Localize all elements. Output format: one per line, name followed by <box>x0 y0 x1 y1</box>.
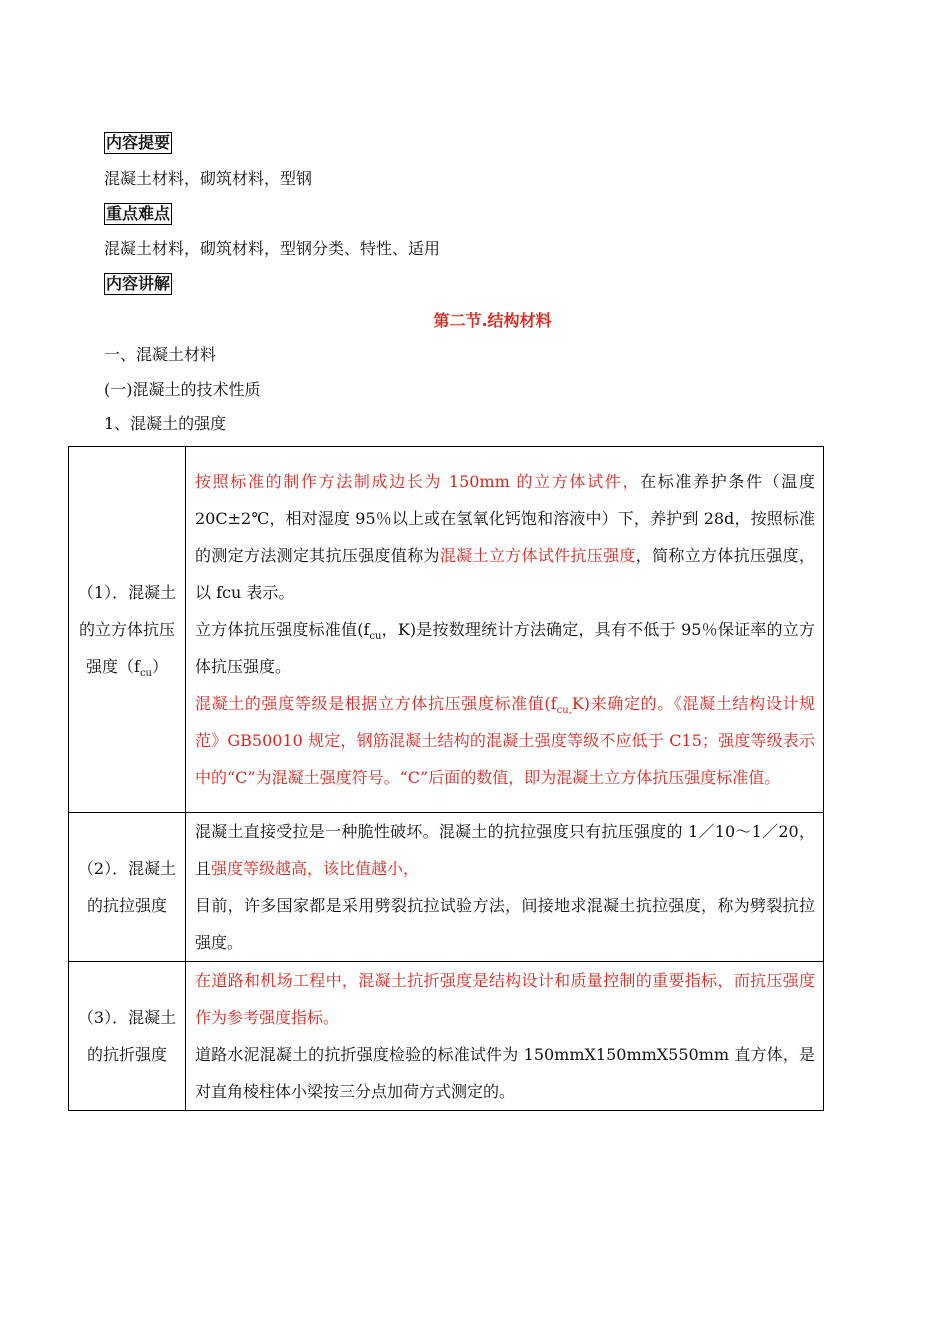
red-text: 按照标准的制作方法制成边长为 150mm 的立方体试件， <box>195 472 641 491</box>
section-title: 第二节.结构材料 <box>433 311 552 330</box>
row-head-compressive-suffix: ） <box>151 657 168 676</box>
keypoints-label: 重点难点 <box>106 204 171 223</box>
text: 混凝土直接受拉是一种脆性破坏。混凝土的抗拉强度只有抗压强度的 1／10～1／20，且 <box>195 822 815 878</box>
keypoints-text: 混凝土材料，砌筑材料，型钢分类、特性、适用 <box>104 239 441 258</box>
heading-concrete-materials: 一、混凝土材料 <box>104 345 217 364</box>
heading-strength: 1、混凝土的强度 <box>104 414 227 433</box>
paragraph-red <box>195 685 815 796</box>
text: 在标准养护条件（温度 20C±2℃，相对湿度 95％以上或在氢氧化钙饱和溶液中）下，养护到 28d，按照标准的测定方法测定其抗压强度值称为 <box>195 472 815 565</box>
text: 立方体抗压强度标准值(f <box>195 620 370 639</box>
strength-table <box>68 446 824 1111</box>
summary-text: 混凝土材料，砌筑材料，型钢 <box>104 169 313 188</box>
row-head-tensile: （2）．混凝土的抗拉强度 <box>69 813 186 962</box>
red-text: 强度等级越高，该比值越小， <box>211 859 420 878</box>
text: ，K)是按数理统计方法确定，具有不低于 95％保证率的立方体抗压强度。 <box>195 620 815 676</box>
subscript: cu <box>369 631 382 643</box>
table-row <box>69 447 824 813</box>
text: ，简称立方体抗压强度，以 fcu 表示。 <box>195 546 815 602</box>
paragraph: 目前，许多国家都是采用劈裂抗拉试验方法，间接地求混凝土抗拉强度，称为劈裂抗拉强度。 <box>195 896 815 952</box>
table-row <box>69 962 824 1111</box>
paragraph <box>195 813 815 887</box>
paragraph <box>195 611 815 685</box>
row-body-flexural <box>186 962 824 1111</box>
row-head-flexural: （3）．混凝土的抗折强度 <box>69 962 186 1111</box>
paragraph: 道路水泥混凝土的抗折强度检验的标准试件为 150mmX150mmX550mm 直方体，是对直角棱柱体小梁按三分点加荷方式测定的。 <box>195 1045 815 1101</box>
paragraph <box>195 463 815 611</box>
lecture-label: 内容讲解 <box>106 274 171 293</box>
red-text: K)来确定的。《混凝土结构设计规范》GB50010 规定，钢筋混凝土结构的混凝土强度等级不应低于 C15；强度等级表示中的“C”为混凝土强度符号。“C”后面的数值，即为混凝土立方体抗压强度标准值。 <box>195 694 815 787</box>
row-head-compressive <box>69 447 186 813</box>
row-head-compressive-text: （1）．混凝土的立方体抗压强度（f <box>77 583 177 676</box>
heading-technical-properties: (一)混凝土的技术性质 <box>104 380 261 399</box>
red-text: 混凝土的强度等级是根据立方体抗压强度标准值(f <box>195 694 557 713</box>
paragraph-red: 在道路和机场工程中，混凝土抗折强度是结构设计和质量控制的重要指标，而抗压强度作为参考强度指标。 <box>195 971 815 1027</box>
red-text: 混凝土立方体试件抗压强度 <box>439 546 636 565</box>
row-body-tensile <box>186 813 824 962</box>
subscript: cu, <box>556 705 572 717</box>
subscript: cu <box>139 668 152 680</box>
row-body-compressive <box>186 447 824 813</box>
table-row <box>69 813 824 962</box>
summary-label: 内容提要 <box>106 133 171 152</box>
